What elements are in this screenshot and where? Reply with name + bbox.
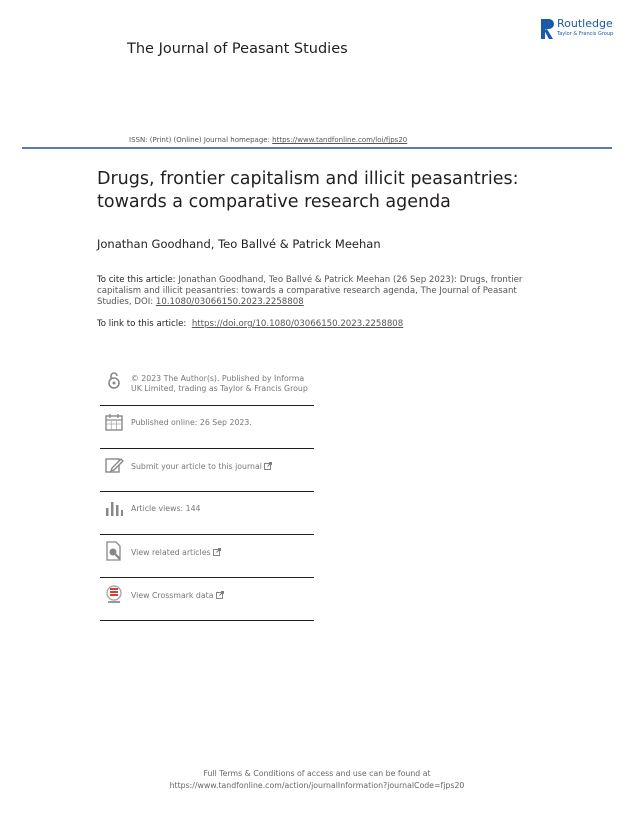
bar-chart-icon [104,498,124,518]
views-text: Article views: 144 [131,504,201,513]
routledge-logo-icon [540,18,554,40]
header-rule [22,147,612,149]
crossmark-text[interactable] [131,591,316,601]
crossmark-icon [104,584,124,604]
divider [100,448,314,449]
logo-name: Routledge [557,17,613,30]
published-text: Published online: 26 Sep 2023. [131,418,252,427]
crossmark-label[interactable]: View Crossmark data [131,591,214,600]
external-link-icon [264,462,272,470]
divider [100,405,314,406]
external-link-icon [216,591,224,599]
link-label: To link to this article: [97,319,187,329]
submit-text[interactable] [131,462,316,472]
issn-text: ISSN: (Print) (Online) Journal homepage: [129,136,273,144]
submit-label[interactable]: Submit your article to this journal [131,462,262,471]
journal-homepage-link[interactable]: https://www.tandfonline.com/loi/fjps20 [272,136,408,144]
related-text[interactable] [131,548,316,558]
divider [100,577,314,578]
related-articles-icon [104,541,124,561]
citation [97,275,542,309]
cite-text: Jonathan Goodhand, Teo Ballvé & Patrick Meehan (26 Sep 2023): Drugs, frontier capitalism and illicit peasantries: towards a comparative research agenda, The Journal of Peasant Studies, DOI: [97,275,523,308]
doi-link[interactable]: 10.1080/03066150.2023.2258808 [155,297,304,308]
article-authors: Jonathan Goodhand, Teo Ballvé & Patrick Meehan [97,237,381,251]
journal-title: The Journal of Peasant Studies [127,41,348,57]
open-access-text: © 2023 The Author(s). Published by Informa UK Limited, trading as Taylor & Francis Group [131,374,308,393]
cite-label: To cite this article: [97,275,176,285]
edit-icon [104,455,124,475]
routledge-logo [540,17,620,41]
article-doi-url[interactable]: https://doi.org/10.1080/03066150.2023.2258808 [191,319,404,329]
divider [100,491,314,492]
external-link-icon [213,548,221,556]
footer-terms-link[interactable]: https://www.tandfonline.com/action/journalInformation?journalCode=fjps20 [169,781,465,790]
logo-subtitle: Taylor & Francis Group [557,31,614,37]
open-access-icon [104,370,124,390]
footer-line-1: Full Terms & Conditions of access and use can be found at [203,769,431,778]
divider [100,534,314,535]
article-link-line [97,319,403,329]
article-title: Drugs, frontier capitalism and illicit peasantries: towards a comparative research agenda [97,169,519,212]
related-label[interactable]: View related articles [131,548,211,557]
calendar-icon [104,412,124,432]
issn-line [129,136,407,144]
divider [100,620,314,621]
